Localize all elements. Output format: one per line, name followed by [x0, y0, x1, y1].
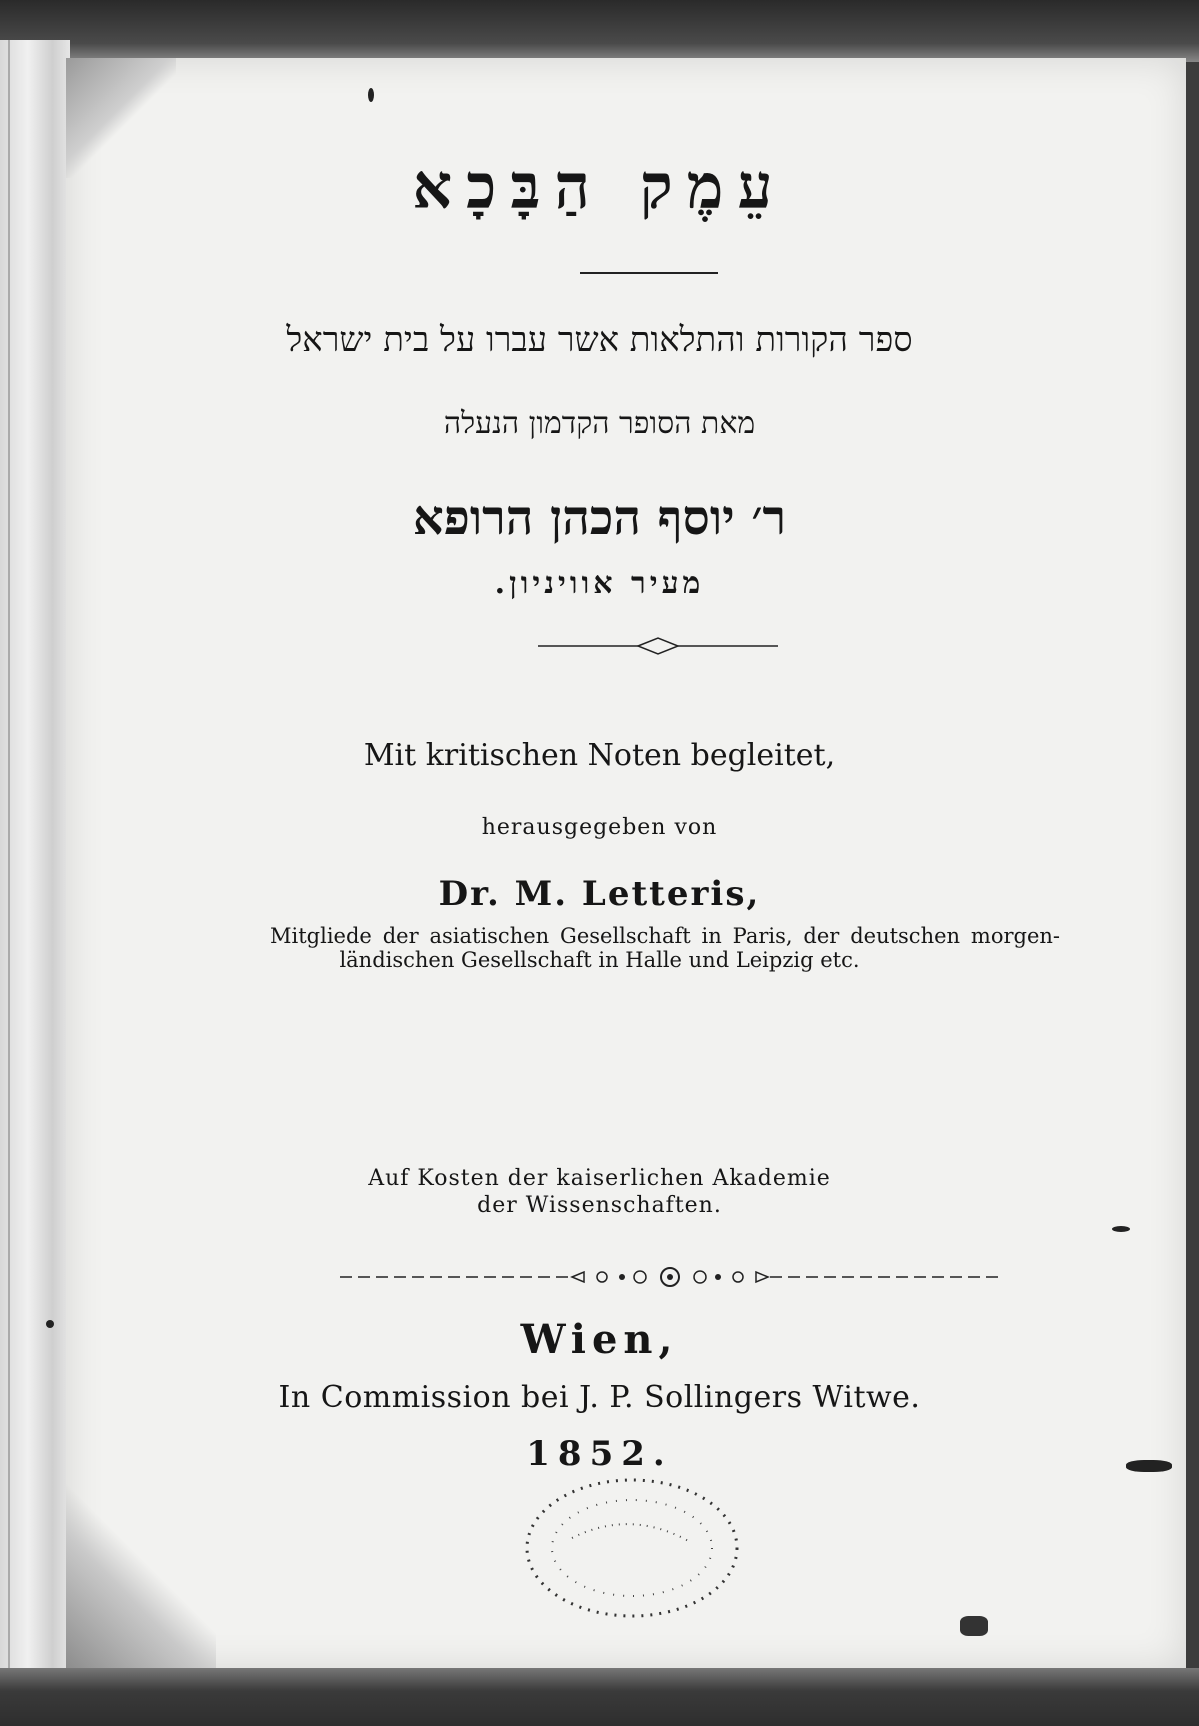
- funding-line-1: Auf Kosten der kaiserlichen Akademie: [368, 1166, 831, 1191]
- title-rule: [580, 272, 718, 274]
- page-corner-shadow-bottom: [66, 1480, 216, 1670]
- editor-affiliation-line-1: Mitgliede der asiatischen Gesellschaft in Paris, der deutschen morgen-: [270, 924, 1060, 948]
- scan-bottom-edge: [0, 1668, 1199, 1726]
- ink-speck: [46, 1320, 54, 1328]
- library-stamp: [512, 1468, 752, 1628]
- ornamental-rule: [340, 1262, 1000, 1292]
- diamond-divider: [538, 636, 778, 656]
- notes-line: Mit kritischen Noten begleitet,: [363, 738, 836, 773]
- hebrew-subtitle: ספר הקורות והתלאות אשר עברו על בית ישראל: [286, 320, 913, 360]
- editor-intro: herausgegeben von: [481, 815, 718, 840]
- ink-speck: [1112, 1226, 1130, 1232]
- scan-top-edge: [0, 0, 1199, 62]
- funding-line-2: der Wissenschaften.: [477, 1193, 722, 1218]
- hebrew-author: ר׳ יוסף הכהן הרופא: [412, 490, 787, 546]
- editor-affiliation-line-2: ländischen Gesellschaft in Halle und Leipzig etc.: [339, 948, 860, 972]
- ink-speck: [1126, 1460, 1172, 1472]
- editor-name: Dr. M. Letteris,: [438, 874, 761, 914]
- title-page: [66, 58, 1186, 1670]
- hebrew-place: מעיר אוויניון.: [494, 566, 705, 601]
- publication-year: 1852.: [526, 1434, 673, 1474]
- publication-city: Wien,: [520, 1316, 679, 1363]
- ink-speck: [368, 88, 374, 102]
- ink-speck: [960, 1616, 988, 1636]
- hebrew-source-line: מאת הסופר הקדמון הנעלה: [443, 406, 756, 441]
- hebrew-title: עֵמֶק הַבָּכָא: [412, 150, 787, 223]
- publisher-line: In Commission bei J. P. Sollingers Witwe.: [278, 1380, 921, 1415]
